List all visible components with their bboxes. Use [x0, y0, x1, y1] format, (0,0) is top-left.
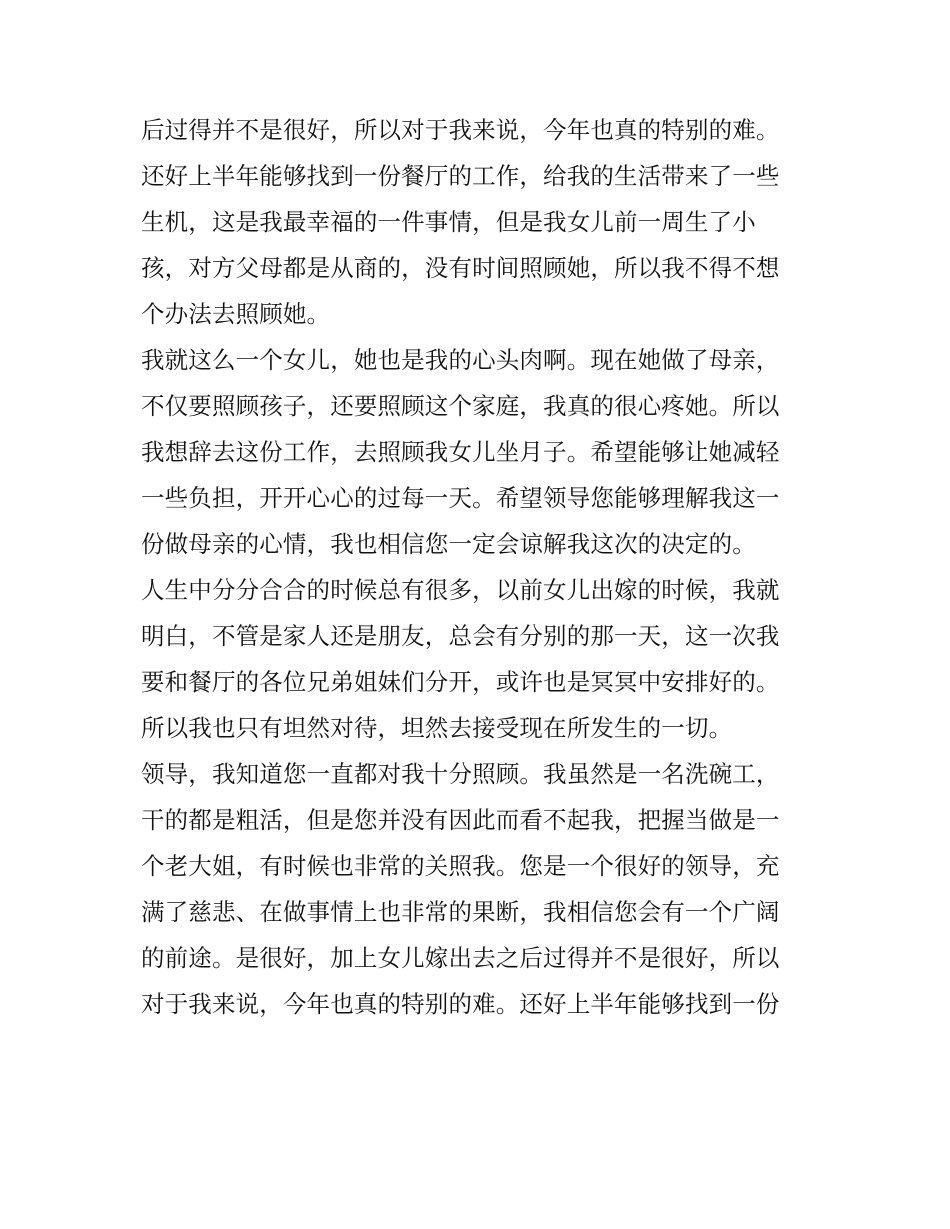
text-line: 生机，这是我最幸福的一件事情，但是我女儿前一周生了小 [141, 208, 756, 236]
text-line: 个办法去照顾她。 [141, 300, 331, 328]
text-line: 一些负担，开开心心的过每一天。希望领导您能够理解我这一 [141, 484, 780, 512]
text-line: 我想辞去这份工作，去照顾我女儿坐月子。希望能够让她减轻 [141, 438, 780, 466]
text-line: 还好上半年能够找到一份餐厅的工作，给我的生活带来了一些 [141, 162, 780, 190]
text-line: 满了慈悲、在做事情上也非常的果断，我相信您会有一个广阔 [141, 898, 780, 926]
letter-body [141, 107, 821, 1027]
text-line: 的前途。是很好，加上女儿嫁出去之后过得并不是很好，所以 [141, 944, 780, 972]
text-line: 后过得并不是很好，所以对于我来说，今年也真的特别的难。 [141, 116, 780, 144]
text-line: 干的都是粗活，但是您并没有因此而看不起我，把握当做是一 [141, 806, 780, 834]
text-line: 要和餐厅的各位兄弟姐妹们分开，或许也是冥冥中安排好的。 [141, 668, 780, 696]
text-line: 所以我也只有坦然对待，坦然去接受现在所发生的一切。 [141, 714, 733, 742]
text-line: 孩，对方父母都是从商的，没有时间照顾她，所以我不得不想 [141, 254, 780, 282]
text-line: 明白，不管是家人还是朋友，总会有分别的那一天，这一次我 [141, 622, 780, 650]
text-line: 领导，我知道您一直都对我十分照顾。我虽然是一名洗碗工， [141, 760, 780, 788]
text-line: 对于我来说，今年也真的特别的难。还好上半年能够找到一份 [141, 990, 780, 1018]
text-line: 个老大姐，有时候也非常的关照我。您是一个很好的领导，充 [141, 852, 780, 880]
text-line: 份做母亲的心情，我也相信您一定会谅解我这次的决定的。 [141, 530, 756, 558]
text-line: 人生中分分合合的时候总有很多，以前女儿出嫁的时候，我就 [141, 576, 780, 604]
text-line: 不仅要照顾孩子，还要照顾这个家庭，我真的很心疼她。所以 [141, 392, 780, 420]
text-line: 我就这么一个女儿，她也是我的心头肉啊。现在她做了母亲， [141, 346, 780, 374]
